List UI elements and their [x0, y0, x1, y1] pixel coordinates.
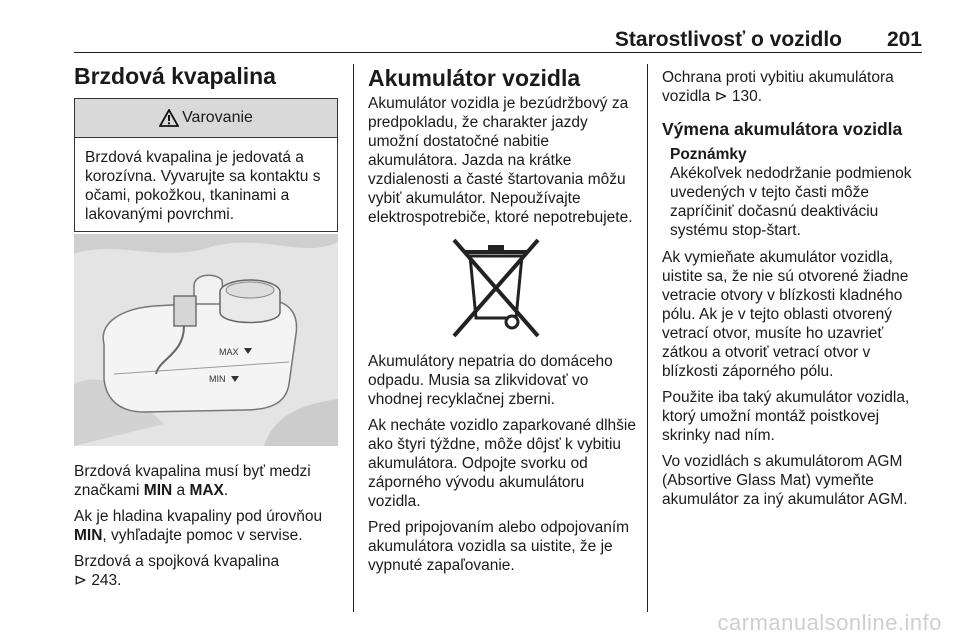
- left-column-text: [74, 462, 339, 597]
- note-title: Poznámky: [670, 146, 747, 163]
- warning-box: [74, 98, 338, 232]
- photo-min-label: MIN: [209, 374, 226, 384]
- battery-heading: Akumulátor vozidla: [368, 65, 581, 91]
- middle-column: [368, 64, 636, 582]
- reference-arrow-icon: ⊳: [74, 572, 87, 589]
- column-divider-1: [353, 64, 354, 612]
- page-number: 201: [886, 28, 922, 51]
- header-rule: [74, 52, 922, 53]
- photo-max-label: MAX: [219, 347, 239, 357]
- fuse-box-paragraph: Použite iba taký akumulátor vozidla, ktorý umožní montáž poistkovej skrinky nad ním.: [662, 389, 910, 444]
- ignition-paragraph: Pred pripojovaním alebo odpojovaním akumulátora vozidla sa uistite, že je vypnuté zapaľovanie.: [368, 519, 630, 574]
- note-text: Akékoľvek nedodržanie podmienok uvedených v tejto časti môže zapríčiniť dočasnú deaktiváciu systému stop-štart.: [670, 165, 912, 239]
- disposal-paragraph: Akumulátory nepatria do domáceho odpadu. Musia sa zlikvidovať vo vhodnej recyklačnej zberni.: [368, 353, 613, 408]
- watermark: carmanualsonline.info: [717, 610, 942, 635]
- warning-header: [75, 99, 337, 138]
- column-divider-2: [647, 64, 648, 612]
- vent-openings-paragraph: Ak vymieňate akumulátor vozidla, uistite sa, že nie sú otvorené žiadne vetracie otvory v blízkosti kladného pólu. Ak je v tejto oblasti otvorený vetrací otvor, musíte ho uzavrieť zátkou a otvoriť vetrací otvor v blízkosti záporného pólu.: [662, 249, 909, 380]
- reference-arrow-icon: ⊳: [714, 88, 728, 105]
- discharge-protection-reference: Ochrana proti vybitiu akumulátora vozidla ⊳ 130.: [662, 69, 894, 105]
- brake-clutch-reference: Brzdová a spojková kvapalina ⊳ 243.: [74, 553, 280, 589]
- recycling-symbol-area: [368, 234, 636, 352]
- low-level-paragraph: Ak je hladina kvapaliny pod úrovňou MIN, vyhľadajte pomoc v servise.: [74, 508, 323, 544]
- page-header: [0, 0, 960, 50]
- warning-triangle-icon: [159, 109, 179, 127]
- warning-label: Varovanie: [182, 109, 253, 126]
- battery-intro-paragraph: Akumulátor vozidla je bezúdržbový za predpokladu, že charakter jazdy umožní dostatočné nabitie akumulátora. Jazda na krátke vzdialenosti a časté štartovania môžu vybiť akumulátor. Nepoužívajte elektrospotrebiče, ktoré nepotrebujete.: [368, 95, 633, 226]
- battery-replacement-heading: Výmena akumulátora vozidla: [662, 119, 903, 139]
- agm-paragraph: Vo vozidlách s akumulátorom AGM (Absortive Glass Mat) vymeňte akumulátor za iný akumulátor AGM.: [662, 453, 908, 508]
- note-block: [662, 146, 930, 240]
- right-column: [662, 68, 930, 516]
- brake-fluid-reservoir-photo: [74, 234, 338, 446]
- brake-fluid-heading: Brzdová kvapalina: [74, 63, 276, 89]
- warning-text: Brzdová kvapalina je jedovatá a korozívna. Vyvarujte sa kontaktu s očami, pokožkou, tkaninami a lakovanými povrchmi.: [85, 149, 321, 223]
- crossed-bin-icon: [450, 236, 542, 340]
- parking-paragraph: Ak necháte vozidlo zaparkované dlhšie ako štyri týždne, môže dôjsť k vybitiu akumulátora. Odpojte svorku od záporného vývodu akumulátoru vozidla.: [368, 417, 636, 510]
- section-title: Starostlivosť o vozidlo: [614, 28, 842, 51]
- brake-fluid-level-paragraph: Brzdová kvapalina musí byť medzi značkami MIN a MAX.: [74, 463, 311, 499]
